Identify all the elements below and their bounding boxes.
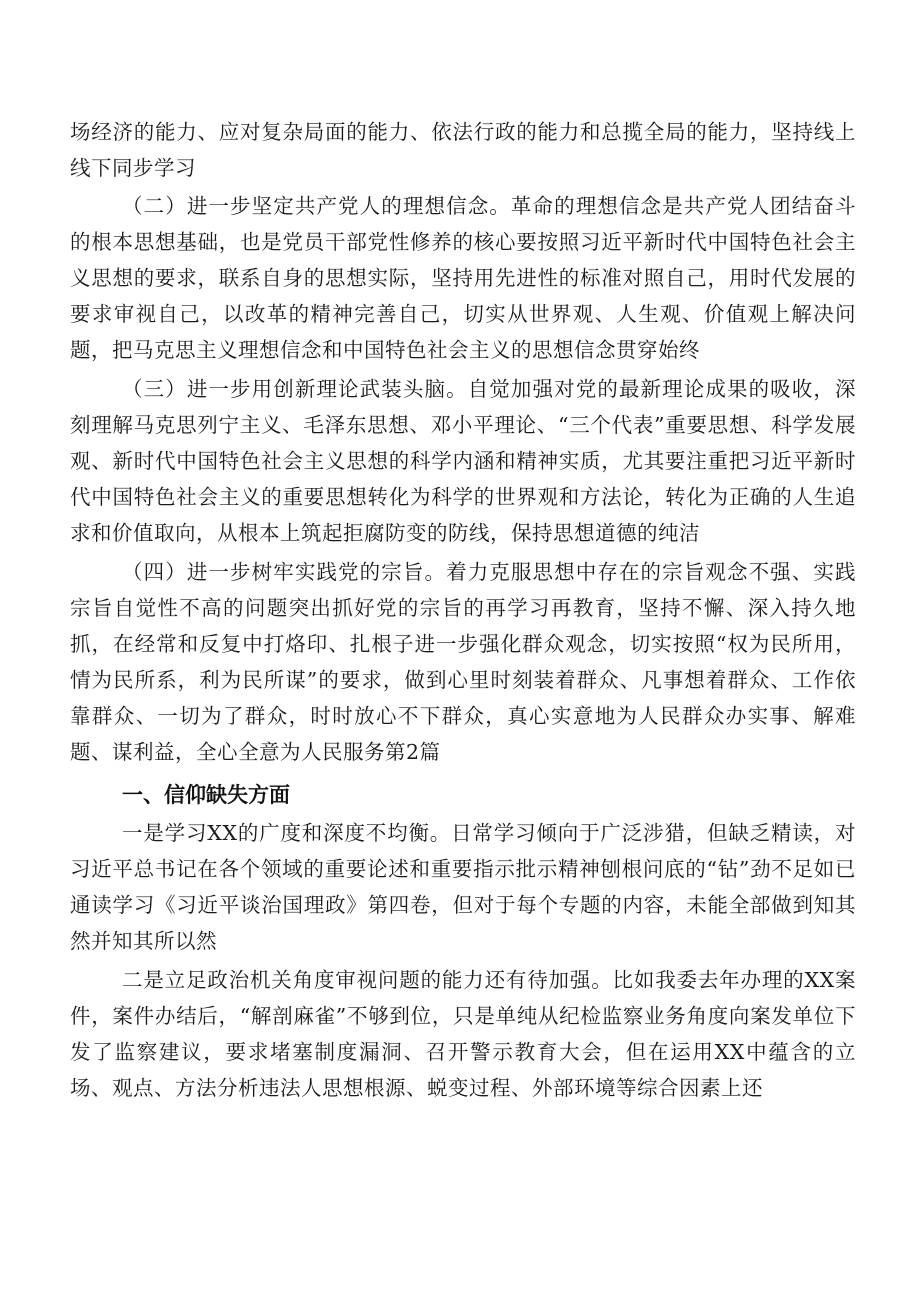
paragraph-theory: （三）进一步用创新理论武装头脑。自觉加强对党的最新理论成果的吸收，深刻理解马克思列宁主义、毛泽东思想、邓小平理论、“三个代表”重要思想、科学发展观、新时代中国特色社会主义思想的科学内涵和精神实质，尤其要注重把习近平新时代中国特色社会主义的重要思想转化为科学的世界观和方法论，转化为正确的人生追求和价值取向，从根本上筑起拒腐防变的防线，保持思想道德的纯洁 [70,377,856,545]
section-heading: 一、信仰缺失方面 [122,783,290,807]
paragraph-learning-balance: 一是学习XX的广度和深度不均衡。日常学习倾向于广泛涉猎，但缺乏精读，对习近平总书记在各个领域的重要论述和重要指示批示精神刨根问底的“钻”劲不足如已通读学习《习近平谈治国理政》第四卷，但对于每个专题的内容，未能全部做到知其然并知其所以然 [70,821,856,953]
paragraph-purpose: （四）进一步树牢实践党的宗旨。着力克服思想中存在的宗旨观念不强、实践宗旨自觉性不高的问题突出抓好党的宗旨的再学习再教育，坚持不懈、深入持久地抓，在经常和反复中打烙印、扎根子进一步强化群众观念，切实按照“权为民所用，情为民所系，利为民所谋”的要求，做到心里时刻装着群众、凡事想着群众、工作依靠群众、一切为了群众，时时放心不下群众，真心实意地为人民群众办实事、解难题、谋利益，全心全意为人民服务第2篇 [70,560,856,764]
paragraph-ideals: （二）进一步坚定共产党人的理想信念。革命的理想信念是共产党人团结奋斗的根本思想基础，也是党员干部党性修养的核心要按照习近平新时代中国特色社会主义思想的要求，联系自身的思想实际，坚持用先进性的标准对照自己，用时代发展的要求审视自己，以改革的精神完善自己，切实从世界观、人生观、价值观上解决问题，把马克思主义理想信念和中国特色社会主义的思想信念贯穿始终 [70,194,856,362]
paragraph-continuation: 场经济的能力、应对复杂局面的能力、依法行政的能力和总揽全局的能力，坚持线上线下同步学习 [70,120,856,180]
paragraph-political-perspective: 二是立足政治机关角度审视问题的能力还有待加强。比如我委去年办理的XX案件，案件办结后，“解剖麻雀”不够到位，只是单纯从纪检监察业务角度向案发单位下发了监察建议，要求堵塞制度漏洞、召开警示教育大会，但在运用XX中蕴含的立场、观点、方法分析违法人思想根源、蜕变过程、外部环境等综合因素上还 [70,968,856,1100]
